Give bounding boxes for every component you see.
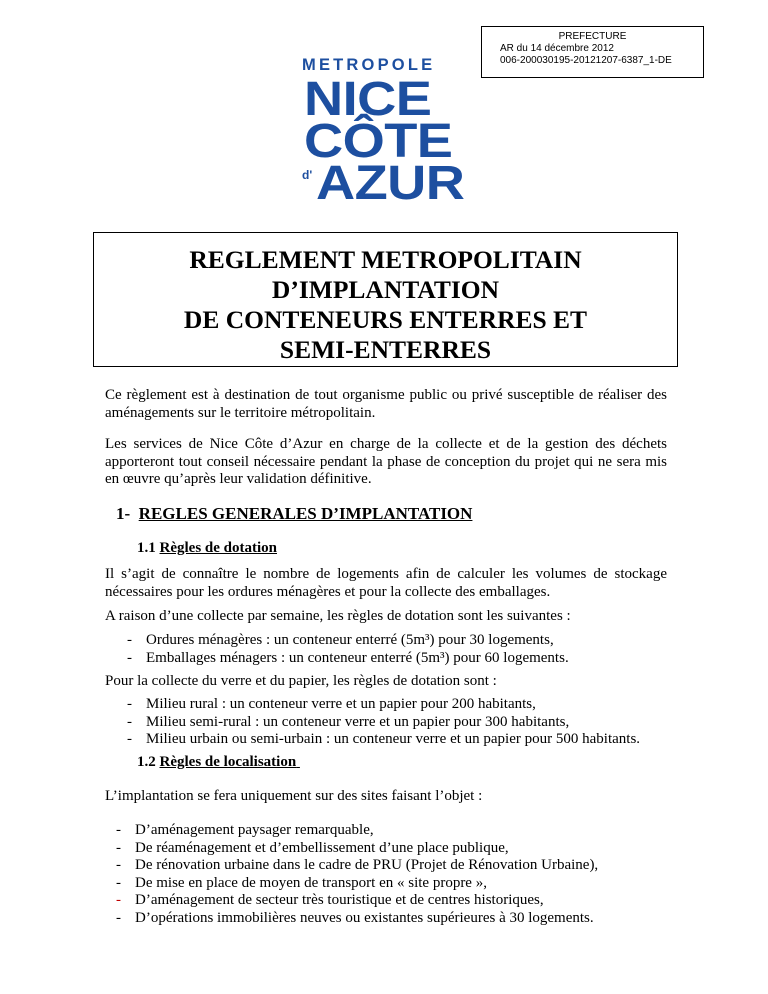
section-1-2-title: Règles de localisation [159, 754, 297, 770]
logo-nice: NICE [304, 73, 432, 126]
logo-metropole: METROPOLE [302, 56, 436, 74]
list-item: - D’opérations immobilières neuves ou existantes supérieures à 30 logements. [116, 909, 594, 926]
list-item: - De mise en place de moyen de transport en « site propre », [116, 874, 487, 891]
logo-azur: AZUR [316, 157, 465, 210]
list-item: - D’aménagement paysager remarquable, [116, 822, 374, 838]
list-item: - Milieu urbain ou semi-urbain : un conteneur verre et un papier pour 500 habitants. [127, 731, 641, 747]
stamp-title: PREFECTURE [558, 31, 627, 42]
title-line-1: REGLEMENT METROPOLITAIN [189, 245, 582, 274]
section-1-1-heading [137, 540, 277, 557]
intro-paragraph-1: Ce règlement est à destination de tout organisme public ou privé susceptible de réaliser des aménagements sur le territoire métropolitain. [105, 387, 667, 421]
localisation-list [116, 822, 598, 927]
section-1-1-title: Règles de dotation [159, 540, 277, 556]
title-line-3: DE CONTENEURS ENTERRES ET [183, 305, 588, 334]
dotation-paragraph-3: Pour la collecte du verre et du papier, les règles de dotation sont : [105, 673, 497, 689]
section-1-2-number: 1.2 [137, 754, 156, 770]
section-1-number: 1- [116, 504, 131, 523]
metropole-logo [300, 56, 465, 210]
section-1-heading [116, 504, 472, 524]
section-1-title: REGLES GENERALES D’IMPLANTATION [138, 504, 473, 523]
title-line-4: SEMI-ENTERRES [279, 335, 492, 364]
list-item: - Milieu rural : un conteneur verre et un papier pour 200 habitants, [127, 696, 536, 712]
list-item: - De rénovation urbaine dans le cadre de PRU (Projet de Rénovation Urbaine), [116, 857, 599, 873]
stamp-date: AR du 14 décembre 2012 [500, 43, 614, 54]
list-item: - Emballages ménagers : un conteneur enterré (5m³) pour 60 logements. [127, 649, 569, 666]
localisation-paragraph: L’implantation se fera uniquement sur des sites faisant l’objet : [105, 788, 483, 804]
stamp-reference: 006-200030195-20121207-6387_1-DE [500, 55, 672, 66]
section-1-2-heading [137, 754, 300, 771]
section-1-1-number: 1.1 [137, 540, 156, 556]
list-item: - Milieu semi-rural : un conteneur verre et un papier pour 300 habitants, [127, 713, 570, 730]
dotation-paragraph-1: Il s’agit de connaître le nombre de logements afin de calculer les volumes de stockage nécessaires pour les ordures ménagères et pour la collecte des emballages. [105, 566, 667, 600]
dotation-paragraph-2: A raison d’une collecte par semaine, les règles de dotation sont les suivantes : [105, 608, 571, 624]
dotation-list-2 [127, 696, 640, 749]
dotation-list-1 [127, 632, 569, 667]
logo-cote: CÔTE [304, 115, 453, 168]
list-item: - D’aménagement de secteur très touristique et de centres historiques, [116, 892, 544, 908]
list-item: - Ordures ménagères : un conteneur enterré (5m³) pour 30 logements, [127, 632, 554, 648]
logo-d: d' [302, 168, 313, 182]
title-line-2: D’IMPLANTATION [271, 275, 500, 304]
list-item: - De réaménagement et d’embellissement d’une place publique, [116, 839, 509, 856]
document-title-box [93, 232, 678, 367]
prefecture-stamp [481, 26, 704, 78]
intro-paragraph-2: Les services de Nice Côte d’Azur en charge de la collecte et de la gestion des déchets apporteront tout conseil nécessaire pendant la phase de conception du projet qui ne sera mis en œuvre qu’après leur validation définitive. [105, 436, 667, 487]
